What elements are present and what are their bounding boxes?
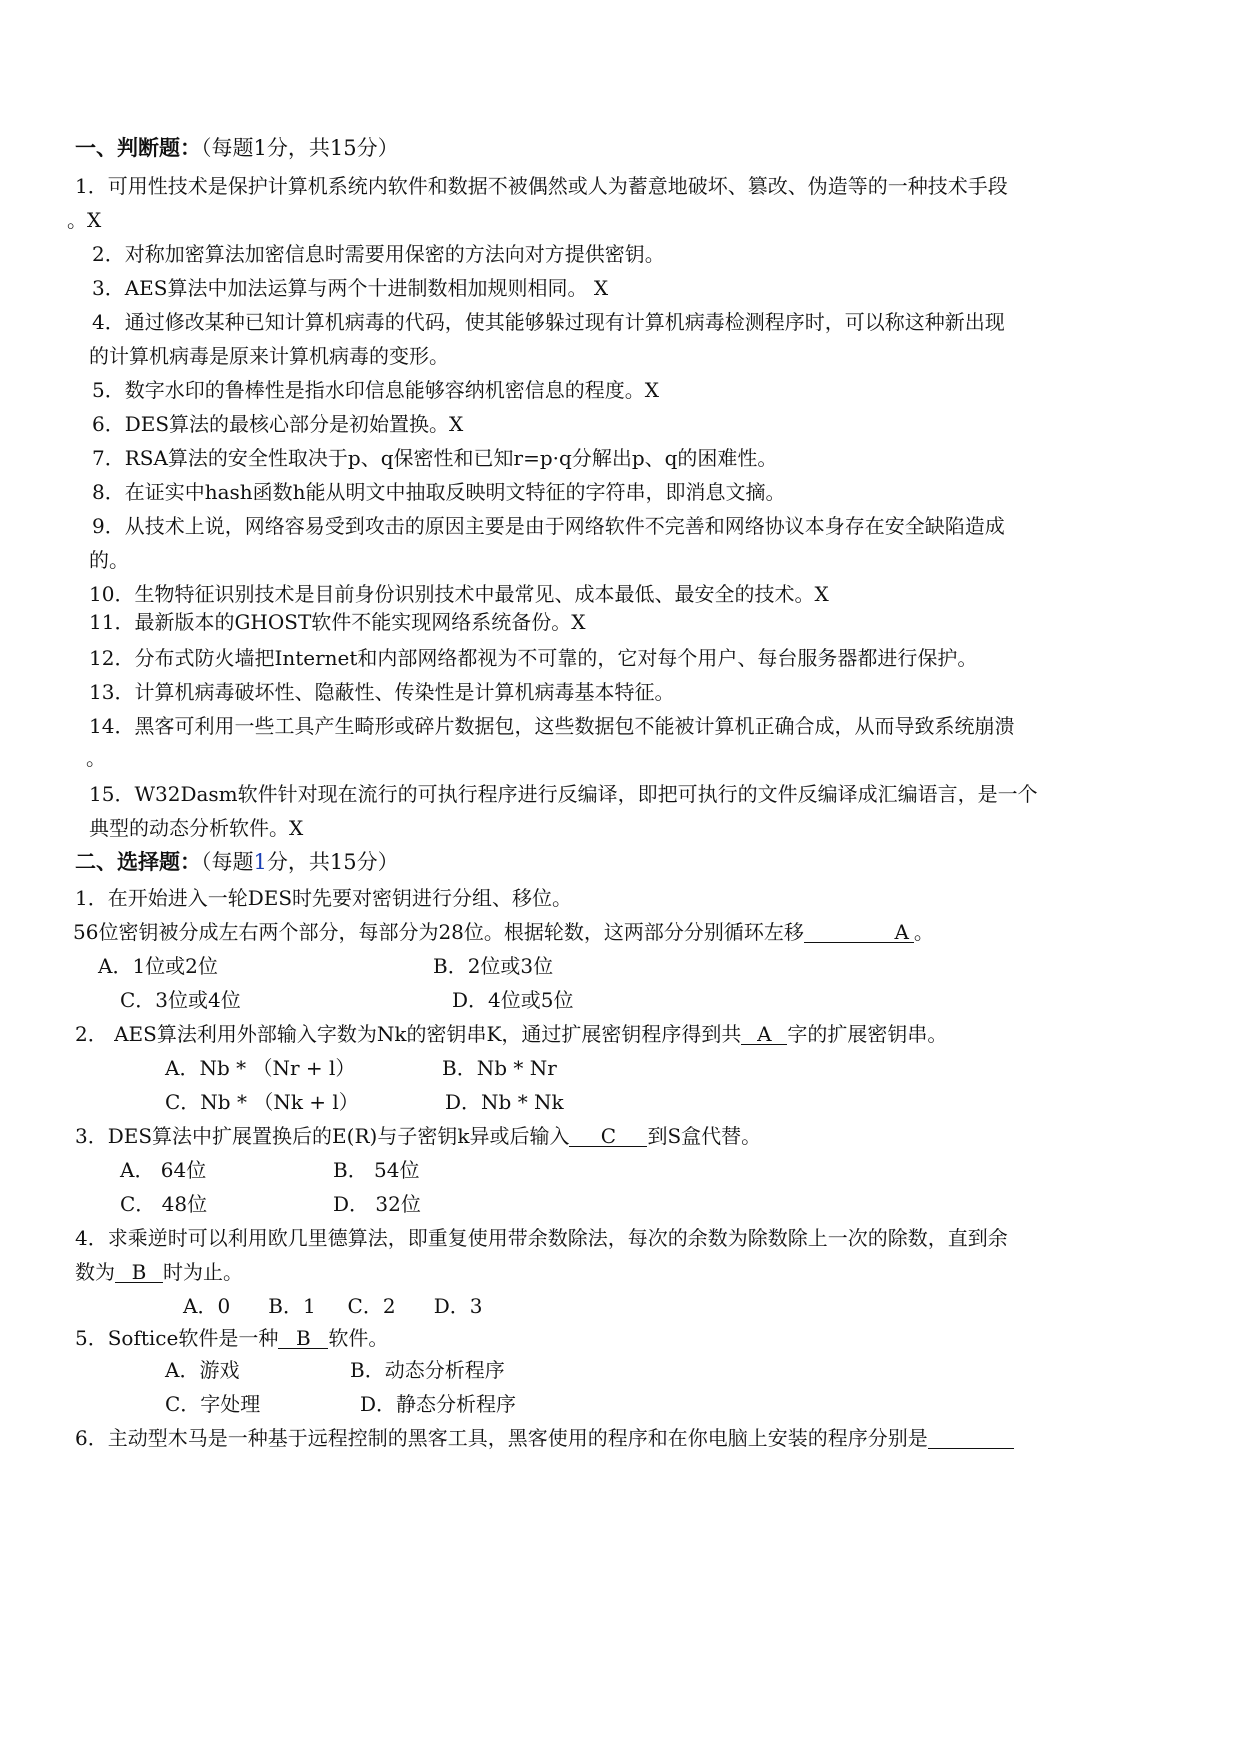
- section1-title: 一、判断题：: [75, 135, 201, 160]
- choice-q3-option-a: A． 64位: [120, 1158, 207, 1182]
- choice-q1-line1: 1．在开始进入一轮DES时先要对密钥进行分组、移位。: [75, 886, 573, 910]
- choice-q3-stem-line: [75, 1124, 761, 1148]
- choice-q4-stem-end: 时为止。: [163, 1260, 243, 1284]
- judge-item-1: 1．可用性技术是保护计算机系统内软件和数据不被偶然或人为蓄意地破坏、篡改、伪造等的一种技术手段: [75, 174, 1008, 198]
- choice-q2-stem-end: 字的扩展密钥串。: [787, 1022, 948, 1046]
- judge-item-3: 3．AES算法中加法运算与两个十进制数相加规则相同。 X: [92, 276, 609, 300]
- choice-q2-option-a: A．Nb * （Nr + l）: [165, 1056, 356, 1080]
- choice-q1-option-d: D．4位或5位: [452, 988, 574, 1012]
- choice-q1-option-c: C．3位或4位: [120, 988, 241, 1012]
- judge-item-6: 6．DES算法的最核心部分是初始置换。X: [92, 412, 464, 436]
- choice-q4-line1: 4．求乘逆时可以利用欧几里德算法，即重复使用带余数除法，每次的余数为除数除上一次的除数，直到余: [75, 1226, 1008, 1250]
- section2-score-num: 1: [253, 850, 267, 874]
- choice-q1-answer-blank: A: [804, 922, 914, 943]
- choice-q5-option-c: C．字处理: [165, 1392, 261, 1416]
- section1-score-note: （每题1分，共15分）: [201, 136, 399, 160]
- judge-item-14: 14．黑客可利用一些工具产生畸形或碎片数据包，这些数据包不能被计算机正确合成，从而导致系统崩溃: [89, 714, 1015, 738]
- choice-q5-option-a: A．游戏: [165, 1358, 240, 1382]
- judge-item-11: 11．最新版本的GHOST软件不能实现网络系统备份。X: [89, 610, 586, 634]
- choice-q4-answer-blank: B: [115, 1262, 163, 1283]
- choice-q3-option-b: B． 54位: [333, 1158, 420, 1182]
- judge-item-14-cont: 。: [86, 746, 106, 770]
- choice-q4-stem: 数为: [75, 1260, 115, 1284]
- section2-heading: [75, 850, 399, 874]
- choice-q5-answer-blank: B: [278, 1328, 328, 1349]
- choice-q5-option-b: B．动态分析程序: [350, 1358, 505, 1382]
- choice-q1-stem: 56位密钥被分成左右两个部分，每部分为28位。根据轮数，这两部分分别循环左移: [73, 920, 804, 944]
- judge-item-2: 2．对称加密算法加密信息时需要用保密的方法向对方提供密钥。: [92, 242, 665, 266]
- section2-score-post: 分，共15分）: [266, 850, 399, 874]
- choice-q6-answer-blank: [928, 1428, 1014, 1449]
- choice-q5-stem-line: [75, 1326, 388, 1350]
- choice-q3-option-d: D． 32位: [333, 1192, 421, 1216]
- choice-q1-option-a: A．1位或2位: [98, 954, 218, 978]
- judge-item-13: 13．计算机病毒破坏性、隐蔽性、传染性是计算机病毒基本特征。: [89, 680, 675, 704]
- choice-q2-stem-line: [75, 1022, 947, 1046]
- section2-title: 二、选择题：: [75, 849, 201, 874]
- section1-heading: [75, 136, 399, 160]
- choice-q1-line2: [73, 920, 934, 944]
- choice-q1-option-b: B．2位或3位: [433, 954, 554, 978]
- judge-item-15-cont: 典型的动态分析软件。X: [89, 816, 304, 840]
- judge-item-7: 7．RSA算法的安全性取决于p、q保密性和已知r=p·q分解出p、q的困难性。: [92, 446, 778, 470]
- choice-q3-stem-end: 到S盒代替。: [647, 1124, 762, 1148]
- choice-q6-stem: 6．主动型木马是一种基于远程控制的黑客工具，黑客使用的程序和在你电脑上安装的程序分别是: [75, 1426, 928, 1450]
- choice-q5-stem-end: 软件。: [328, 1326, 389, 1350]
- choice-q5-stem: 5．Softice软件是一种: [75, 1326, 279, 1350]
- choice-q3-option-c: C． 48位: [120, 1192, 208, 1216]
- choice-q2-option-c: C．Nb * （Nk + l）: [165, 1090, 359, 1114]
- choice-q2-answer-blank: A: [741, 1024, 787, 1045]
- judge-item-9-cont: 的。: [89, 548, 129, 572]
- choice-q3-stem: 3．DES算法中扩展置换后的E(R)与子密钥k异或后输入: [75, 1124, 570, 1148]
- judge-item-4: 4．通过修改某种已知计算机病毒的代码，使其能够躲过现有计算机病毒检测程序时，可以称这种新出现: [92, 310, 1005, 334]
- choice-q1-stem-end: 。: [913, 920, 934, 944]
- choice-q4-line2: [75, 1260, 243, 1284]
- choice-q2-option-d: D．Nb * Nk: [445, 1090, 564, 1114]
- choice-q6-stem-line: [75, 1426, 1014, 1450]
- judge-item-8: 8．在证实中hash函数h能从明文中抽取反映明文特征的字符串，即消息文摘。: [92, 480, 786, 504]
- section2-score-pre: （每题: [201, 850, 254, 874]
- choice-q4-options: A．0 B．1 C．2 D．3: [183, 1294, 483, 1318]
- choice-q5-option-d: D．静态分析程序: [360, 1392, 517, 1416]
- choice-q2-option-b: B．Nb * Nr: [442, 1056, 557, 1080]
- judge-item-10: 10．生物特征识别技术是目前身份识别技术中最常见、成本最低、最安全的技术。X: [89, 582, 829, 606]
- judge-item-9: 9．从技术上说，网络容易受到攻击的原因主要是由于网络软件不完善和网络协议本身存在安全缺陷造成: [92, 514, 1005, 538]
- choice-q3-answer-blank: C: [569, 1126, 647, 1147]
- judge-item-4-cont: 的计算机病毒是原来计算机病毒的变形。: [89, 344, 449, 368]
- judge-item-15: 15．W32Dasm软件针对现在流行的可执行程序进行反编译，即把可执行的文件反编译成汇编语言，是一个: [89, 782, 1038, 806]
- choice-q2-stem: 2． AES算法利用外部输入字数为Nk的密钥串K，通过扩展密钥程序得到共: [75, 1022, 742, 1046]
- judge-item-1-cont: 。X: [67, 208, 102, 232]
- judge-item-12: 12．分布式防火墙把Internet和内部网络都视为不可靠的，它对每个用户、每台服务器都进行保护。: [89, 646, 978, 670]
- judge-item-5: 5．数字水印的鲁棒性是指水印信息能够容纳机密信息的程度。X: [92, 378, 659, 402]
